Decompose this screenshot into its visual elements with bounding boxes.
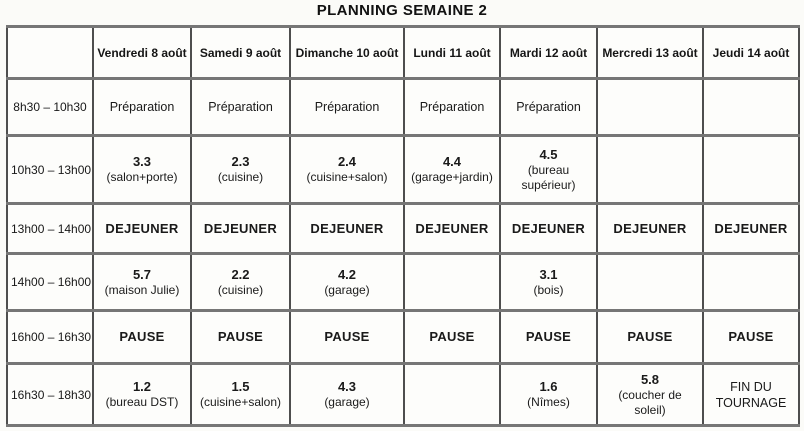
- cell-line2: (garage+jardin): [411, 170, 493, 184]
- schedule-cell: [93, 136, 191, 204]
- cell-line1: 5.8: [640, 371, 660, 387]
- schedule-cell: [191, 364, 290, 426]
- schedule-cell: [500, 311, 597, 364]
- cell-line2: (Nîmes): [527, 395, 570, 409]
- cell-line1: PAUSE: [627, 329, 673, 344]
- schedule-cell: [597, 364, 703, 426]
- cell-line2: (bois): [533, 282, 564, 297]
- schedule-cell: [191, 136, 290, 204]
- cell-line1: Préparation: [109, 100, 175, 114]
- schedule-cell: [191, 204, 290, 254]
- schedule-cell: [404, 79, 500, 136]
- schedule-cell: [404, 311, 500, 364]
- cell-line1: 3.3: [132, 154, 152, 169]
- schedule-cell: [191, 311, 290, 364]
- schedule-cell: [703, 79, 799, 136]
- schedule-cell: [191, 79, 290, 136]
- day-header: Dimanche 10 août: [290, 27, 404, 79]
- cell-line1: Préparation: [419, 100, 485, 114]
- cell-line1: PAUSE: [525, 329, 572, 344]
- cell-line1: 2.3: [231, 154, 250, 169]
- cell-line1: DEJEUNER: [714, 220, 788, 236]
- cell-line1: DEJEUNER: [511, 220, 586, 236]
- schedule-cell: [290, 136, 404, 204]
- schedule-cell: [500, 136, 597, 204]
- table-row: [7, 136, 799, 204]
- schedule-cell: [404, 136, 500, 204]
- day-header: Mardi 12 août: [500, 27, 597, 79]
- day-header: Jeudi 14 août: [703, 27, 799, 79]
- schedule-cell: [597, 204, 703, 254]
- schedule-cell: [597, 79, 703, 136]
- cell-line1: DEJEUNER: [613, 220, 687, 236]
- cell-line1: 2.4: [337, 154, 357, 169]
- schedule-cell: [500, 364, 597, 426]
- schedule-cell: [500, 254, 597, 311]
- day-header: Mercredi 13 août: [597, 27, 703, 79]
- cell-line1: 4.2: [337, 266, 357, 282]
- day-header: Lundi 11 août: [404, 27, 500, 79]
- time-label: 13h00 – 14h00: [7, 204, 93, 254]
- table-row: [7, 364, 799, 426]
- cell-line2: (cuisine+salon): [199, 395, 282, 409]
- cell-line2: (garage): [324, 395, 370, 409]
- day-header: Samedi 9 août: [191, 27, 290, 79]
- cell-line2: (bureau supérieur): [521, 162, 576, 192]
- cell-line1: DEJEUNER: [415, 220, 489, 236]
- time-label: 10h30 – 13h00: [7, 136, 93, 204]
- cell-line1: PAUSE: [324, 329, 370, 344]
- cell-line2: (cuisine+salon): [306, 170, 388, 184]
- cell-line2: (cuisine): [217, 170, 264, 184]
- time-label: 8h30 – 10h30: [7, 79, 93, 136]
- header-row: [7, 27, 799, 79]
- schedule-cell: [93, 204, 191, 254]
- cell-line1: 5.7: [132, 266, 152, 282]
- cell-line1: Préparation: [516, 100, 581, 114]
- schedule-cell: [290, 254, 404, 311]
- schedule-cell: [404, 364, 500, 426]
- cell-line1: Préparation: [208, 100, 273, 114]
- schedule-cell: [290, 311, 404, 364]
- schedule-cell: [703, 254, 799, 311]
- cell-line1: DEJEUNER: [310, 220, 384, 236]
- page-title: PLANNING SEMAINE 2: [316, 2, 488, 19]
- cell-line2: (maison Julie): [104, 282, 180, 297]
- schedule-cell: [500, 204, 597, 254]
- schedule-cell: [290, 204, 404, 254]
- schedule-cell: [191, 254, 290, 311]
- schedule-cell: [597, 136, 703, 204]
- cell-line1: DEJEUNER: [203, 220, 278, 236]
- cell-line1: PAUSE: [728, 329, 774, 344]
- cell-line1: 2.2: [231, 266, 250, 282]
- schedule-cell: [290, 364, 404, 426]
- schedule-cell: [404, 204, 500, 254]
- schedule-cell: [597, 254, 703, 311]
- cell-line1: 1.5: [231, 379, 250, 394]
- schedule-cell: [290, 79, 404, 136]
- corner-cell: [7, 27, 93, 79]
- schedule-cell: [93, 79, 191, 136]
- day-header: Vendredi 8 août: [93, 27, 191, 79]
- planning-table: [6, 25, 800, 427]
- cell-line2: (cuisine): [217, 282, 264, 297]
- cell-line1: PAUSE: [429, 329, 475, 344]
- cell-line2: (bureau DST): [105, 395, 179, 409]
- schedule-cell: [703, 204, 799, 254]
- cell-line1: 4.3: [337, 379, 357, 394]
- time-label: 16h30 – 18h30: [7, 364, 93, 426]
- table-row: [7, 254, 799, 311]
- schedule-cell: [93, 254, 191, 311]
- cell-line1: PAUSE: [217, 329, 264, 344]
- schedule-cell: [703, 364, 799, 426]
- cell-line2: (salon+porte): [106, 170, 178, 184]
- schedule-cell: [93, 364, 191, 426]
- cell-line1: DEJEUNER: [105, 220, 179, 236]
- cell-line1: Préparation: [314, 100, 380, 114]
- time-label: 16h00 – 16h30: [7, 311, 93, 364]
- schedule-cell: [500, 79, 597, 136]
- cell-line2: (garage): [324, 282, 370, 297]
- table-row: [7, 79, 799, 136]
- cell-line2: TOURNAGE: [715, 395, 787, 410]
- schedule-cell: [597, 311, 703, 364]
- time-label: 14h00 – 16h00: [7, 254, 93, 311]
- cell-line1: FIN DU: [730, 379, 772, 394]
- schedule-cell: [93, 311, 191, 364]
- cell-line1: 4.5: [539, 146, 558, 162]
- cell-line1: 1.6: [539, 379, 558, 394]
- cell-line1: 4.4: [442, 154, 462, 169]
- schedule-cell: [703, 136, 799, 204]
- cell-line1: PAUSE: [119, 329, 165, 344]
- cell-line2: (coucher de soleil): [618, 387, 682, 417]
- table-row: [7, 311, 799, 364]
- table-row: [7, 204, 799, 254]
- cell-line1: 3.1: [539, 266, 558, 282]
- schedule-cell: [703, 311, 799, 364]
- cell-line1: 1.2: [132, 379, 152, 394]
- schedule-cell: [404, 254, 500, 311]
